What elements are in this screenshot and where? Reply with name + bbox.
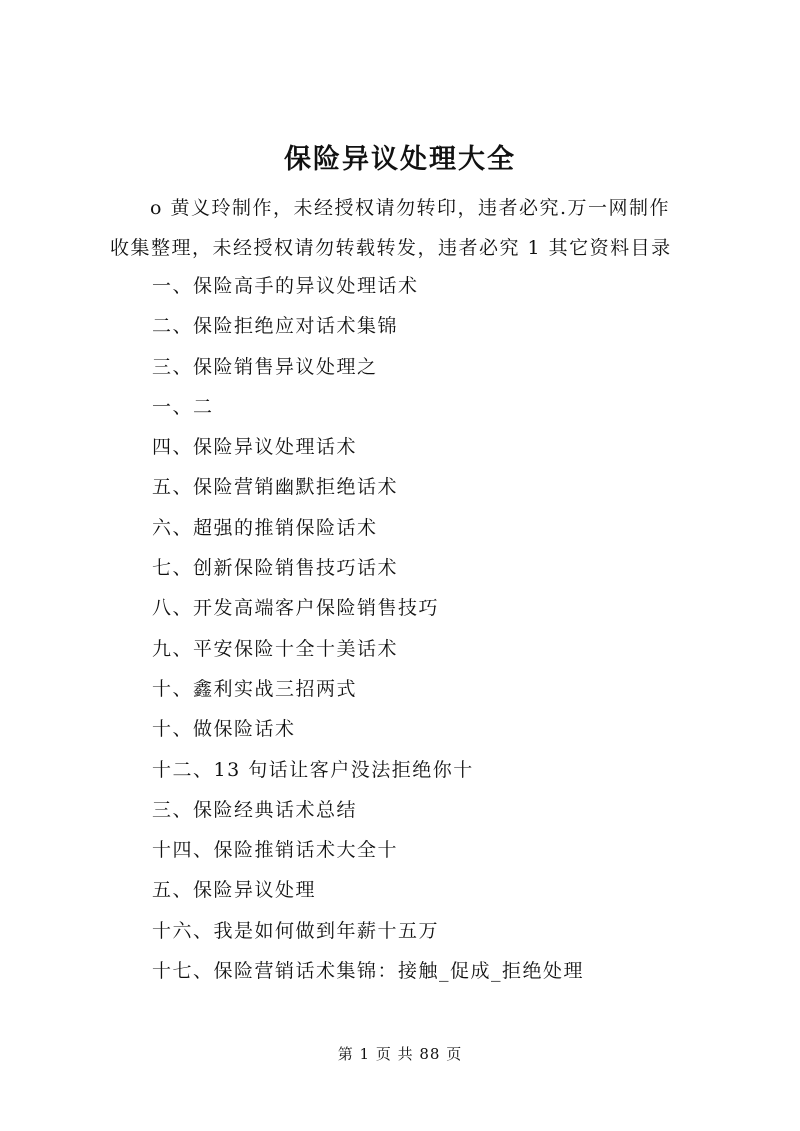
toc-item: 十六、我是如何做到年薪十五万 bbox=[152, 919, 440, 942]
toc-item: 五、保险营销幽默拒绝话术 bbox=[152, 476, 399, 499]
toc-item: 四、保险异议处理话术 bbox=[152, 436, 358, 459]
page-title: 保险异议处理大全 bbox=[284, 144, 516, 175]
intro-line: o 黄义玲制作，未经授权请勿转印，违者必究.万一网制作 bbox=[150, 197, 671, 219]
toc-item: 九、平安保险十全十美话术 bbox=[152, 637, 399, 660]
toc-item: 一、二 bbox=[152, 395, 214, 418]
toc-item: 八、开发高端客户保险销售技巧 bbox=[152, 597, 440, 620]
toc-item: 一、保险高手的异议处理话术 bbox=[152, 275, 419, 297]
toc-item: 六、超强的推销保险话术 bbox=[152, 516, 378, 539]
intro-line: 收集整理，未经授权请勿转载转发，违者必究 1 其它资料目录 bbox=[110, 237, 672, 259]
toc-item: 五、保险异议处理 bbox=[152, 879, 317, 902]
toc-item: 三、保险销售异议处理之 bbox=[152, 355, 378, 378]
toc-item: 十二、13 句话让客户没法拒绝你十 bbox=[152, 758, 474, 781]
toc-item: 十四、保险推销话术大全十 bbox=[152, 839, 399, 862]
intro-paragraph bbox=[110, 188, 710, 268]
table-of-contents bbox=[152, 266, 584, 991]
toc-item: 十七、保险营销话术集锦：接触_促成_拒绝处理 bbox=[152, 960, 585, 983]
toc-item: 七、创新保险销售技巧话术 bbox=[152, 557, 399, 580]
page-footer: 第 1 页 共 88 页 bbox=[337, 1045, 463, 1063]
toc-item: 十、鑫利实战三招两式 bbox=[152, 677, 358, 700]
toc-item: 十、做保险话术 bbox=[152, 718, 296, 741]
toc-item: 二、保险拒绝应对话术集锦 bbox=[152, 315, 399, 338]
toc-item: 三、保险经典话术总结 bbox=[152, 798, 358, 821]
